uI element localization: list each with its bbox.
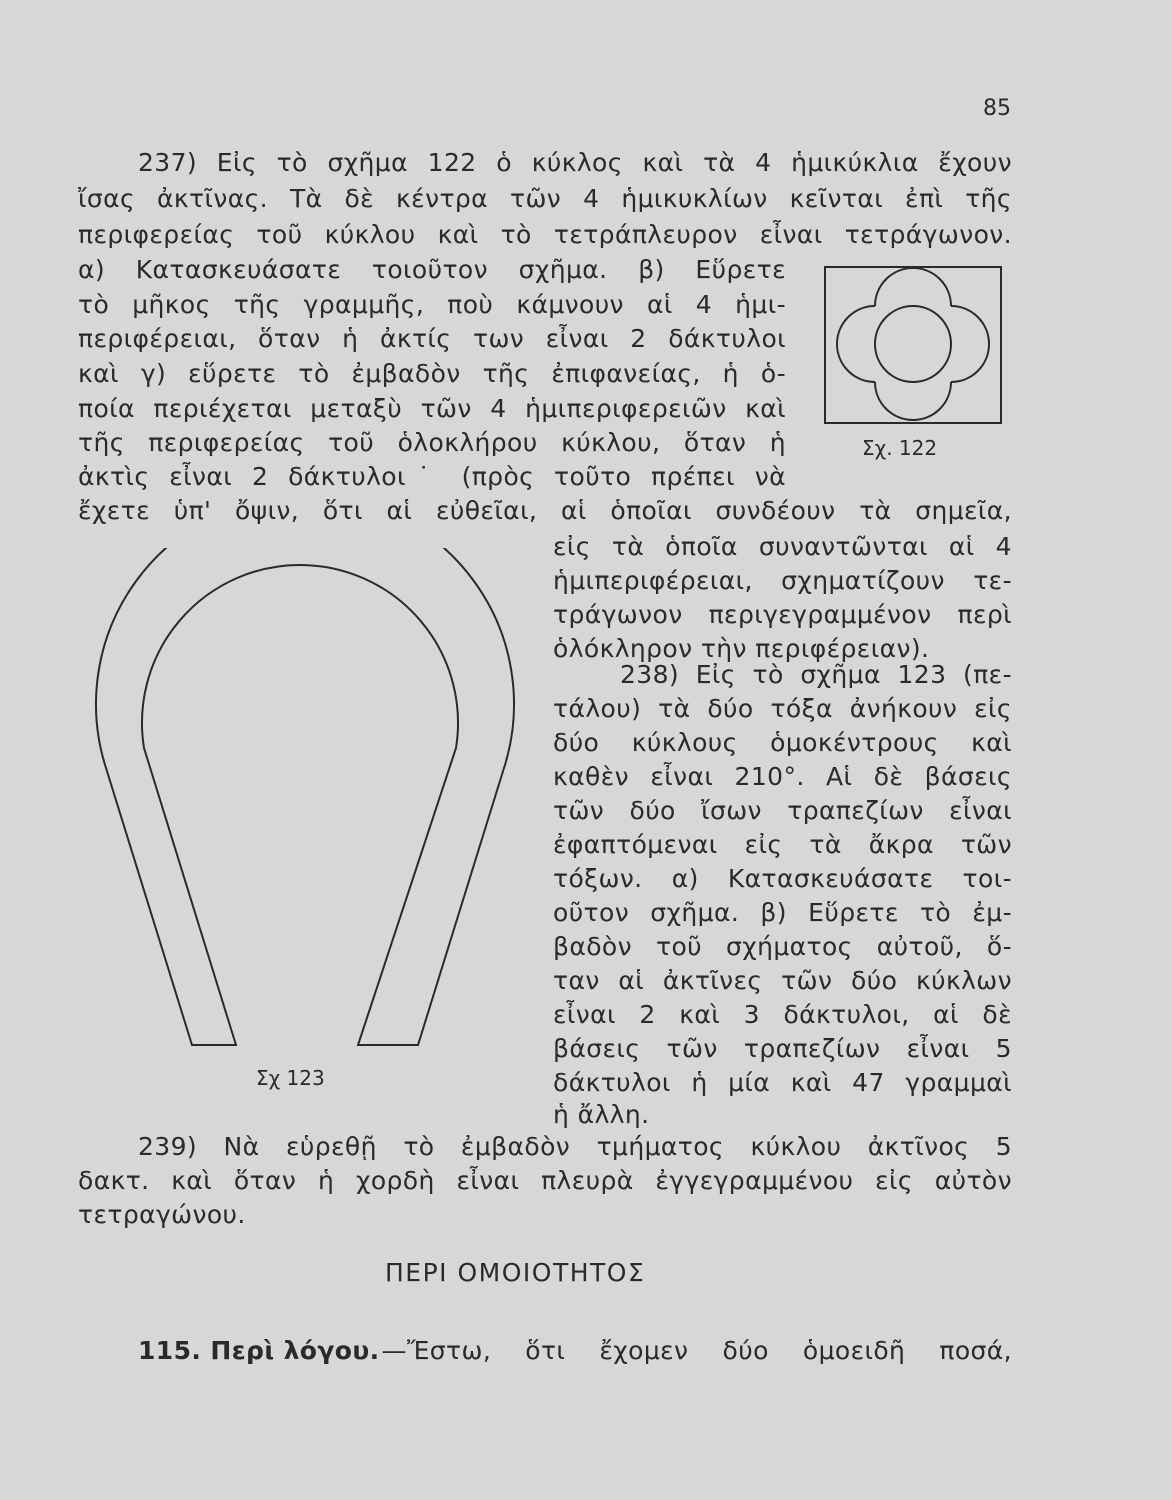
p238-line: εἶναι 2 καὶ 3 δάκτυλοι, αἱ δὲ — [553, 1000, 1012, 1029]
fig122-center-circle — [875, 306, 951, 382]
p238-line: ἐφαπτόμεναι εἰς τὰ ἄκρα τῶν — [553, 830, 1012, 859]
paragraph-115-lead: 115. Περὶ λόγου. — [138, 1336, 380, 1365]
p238-line: βαδὸν τοῦ σχήματος αὐτοῦ, ὅ- — [553, 932, 1012, 961]
p239-line: 239) Νὰ εὑρεθῇ τὸ ἐμβαδὸν τμήματος κύκλου ἀκτῖνος 5 — [138, 1132, 1012, 1161]
p237-line: περιφερείας τοῦ κύκλου καὶ τὸ τετράπλευρον εἶναι τετράγωνον. — [78, 220, 1012, 249]
p237-line: 237) Εἰς τὸ σχῆμα 122 ὁ κύκλος καὶ τὰ 4 ἡμικύκλια ἔχουν — [138, 148, 1012, 177]
p237-line: ἀκτὶς εἶναι 2 δάκτυλοι˙ (πρὸς τοῦτο πρέπει νὰ — [78, 462, 786, 491]
fig123-horseshoe-outline — [96, 548, 514, 1045]
fig122-square — [825, 267, 1001, 423]
p237-line: τὸ μῆκος τῆς γραμμῆς, ποὺ κάμνουν αἱ 4 ἡμι- — [78, 290, 786, 319]
p237-line: τῆς περιφερείας τοῦ ὁλοκλήρου κύκλου, ὅταν ἡ — [78, 428, 786, 457]
p237-line: περιφέρειαι, ὅταν ἡ ἀκτίς των εἶναι 2 δάκτυλοι — [78, 324, 786, 353]
p237-line: εἰς τὰ ὁποῖα συναντῶνται αἱ 4 — [553, 532, 1012, 561]
p238-line: 238) Εἰς τὸ σχῆμα 123 (πε- — [620, 660, 1012, 689]
p237-line: ἴσας ἀκτῖνας. Τὰ δὲ κέντρα τῶν 4 ἡμικυκλίων κεῖνται ἐπὶ τῆς — [78, 184, 1012, 213]
figure-122 — [822, 262, 1004, 428]
p238-line: τόξων. α) Κατασκευάσατε τοι- — [553, 864, 1012, 893]
paragraph-115-text: —Ἔστω, ὅτι ἔχομεν δύο ὁμοειδῆ ποσά, — [381, 1336, 1012, 1365]
p237-line: τράγωνον περιγεγραμμένον περὶ — [553, 600, 1012, 629]
figure-123 — [86, 548, 556, 1058]
paragraph-115 — [138, 1336, 1012, 1366]
fig122-semicircle-bottom — [875, 382, 951, 420]
p239-line: τετραγώνου. — [78, 1200, 246, 1229]
p238-line: ἡ ἄλλη. — [553, 1100, 650, 1129]
p238-line: δάκτυλοι ἡ μία καὶ 47 γραμμαὶ — [553, 1068, 1012, 1097]
p237-line: ἔχετε ὑπ' ὄψιν, ὅτι αἱ εὐθεῖαι, αἱ ὁποῖαι συνδέουν τὰ σημεῖα, — [78, 496, 1012, 525]
fig122-semicircle-left — [837, 306, 875, 382]
p238-line: δύο κύκλους ὁμοκέντρους καὶ — [553, 728, 1012, 757]
p239-line: δακτ. καὶ ὅταν ἡ χορδὴ εἶναι πλευρὰ ἐγγεγραμμένου εἰς αὐτὸν — [78, 1166, 1012, 1195]
p237-line: ὁλόκληρον τὴν περιφέρειαν). — [553, 634, 930, 663]
fig122-semicircle-top — [875, 268, 951, 306]
p237-line: καὶ γ) εὕρετε τὸ ἐμβαδὸν τῆς ἐπιφανείας, ἡ ὁ- — [78, 359, 786, 388]
p238-line: τῶν δύο ἴσων τραπεζίων εἶναι — [553, 796, 1012, 825]
p237-line: α) Κατασκευάσατε τοιοῦτον σχῆμα. β) Εὕρετε — [78, 255, 786, 284]
section-title: ΠΕΡΙ ΟΜΟΙΟΤΗΤΟΣ — [385, 1258, 646, 1287]
p237-line: ποία περιέχεται μεταξὺ τῶν 4 ἡμιπεριφερειῶν καὶ — [78, 394, 786, 423]
p238-line: καθὲν εἶναι 210°. Αἱ δὲ βάσεις — [553, 762, 1012, 791]
fig122-semicircle-right — [951, 306, 989, 382]
p238-line: βάσεις τῶν τραπεζίων εἶναι 5 — [553, 1034, 1012, 1063]
p238-line: τάλου) τὰ δύο τόξα ἀνήκουν εἰς — [553, 694, 1012, 723]
figure-122-caption: Σχ. 122 — [862, 436, 938, 460]
p238-line: οῦτον σχῆμα. β) Εὕρετε τὸ ἐμ- — [553, 898, 1012, 927]
figure-123-caption: Σχ 123 — [256, 1066, 325, 1090]
p238-line: ταν αἱ ἀκτῖνες τῶν δύο κύκλων — [553, 966, 1012, 995]
page-number: 85 — [983, 96, 1011, 121]
p237-line: ἡμιπεριφέρειαι, σχηματίζουν τε- — [553, 566, 1012, 595]
